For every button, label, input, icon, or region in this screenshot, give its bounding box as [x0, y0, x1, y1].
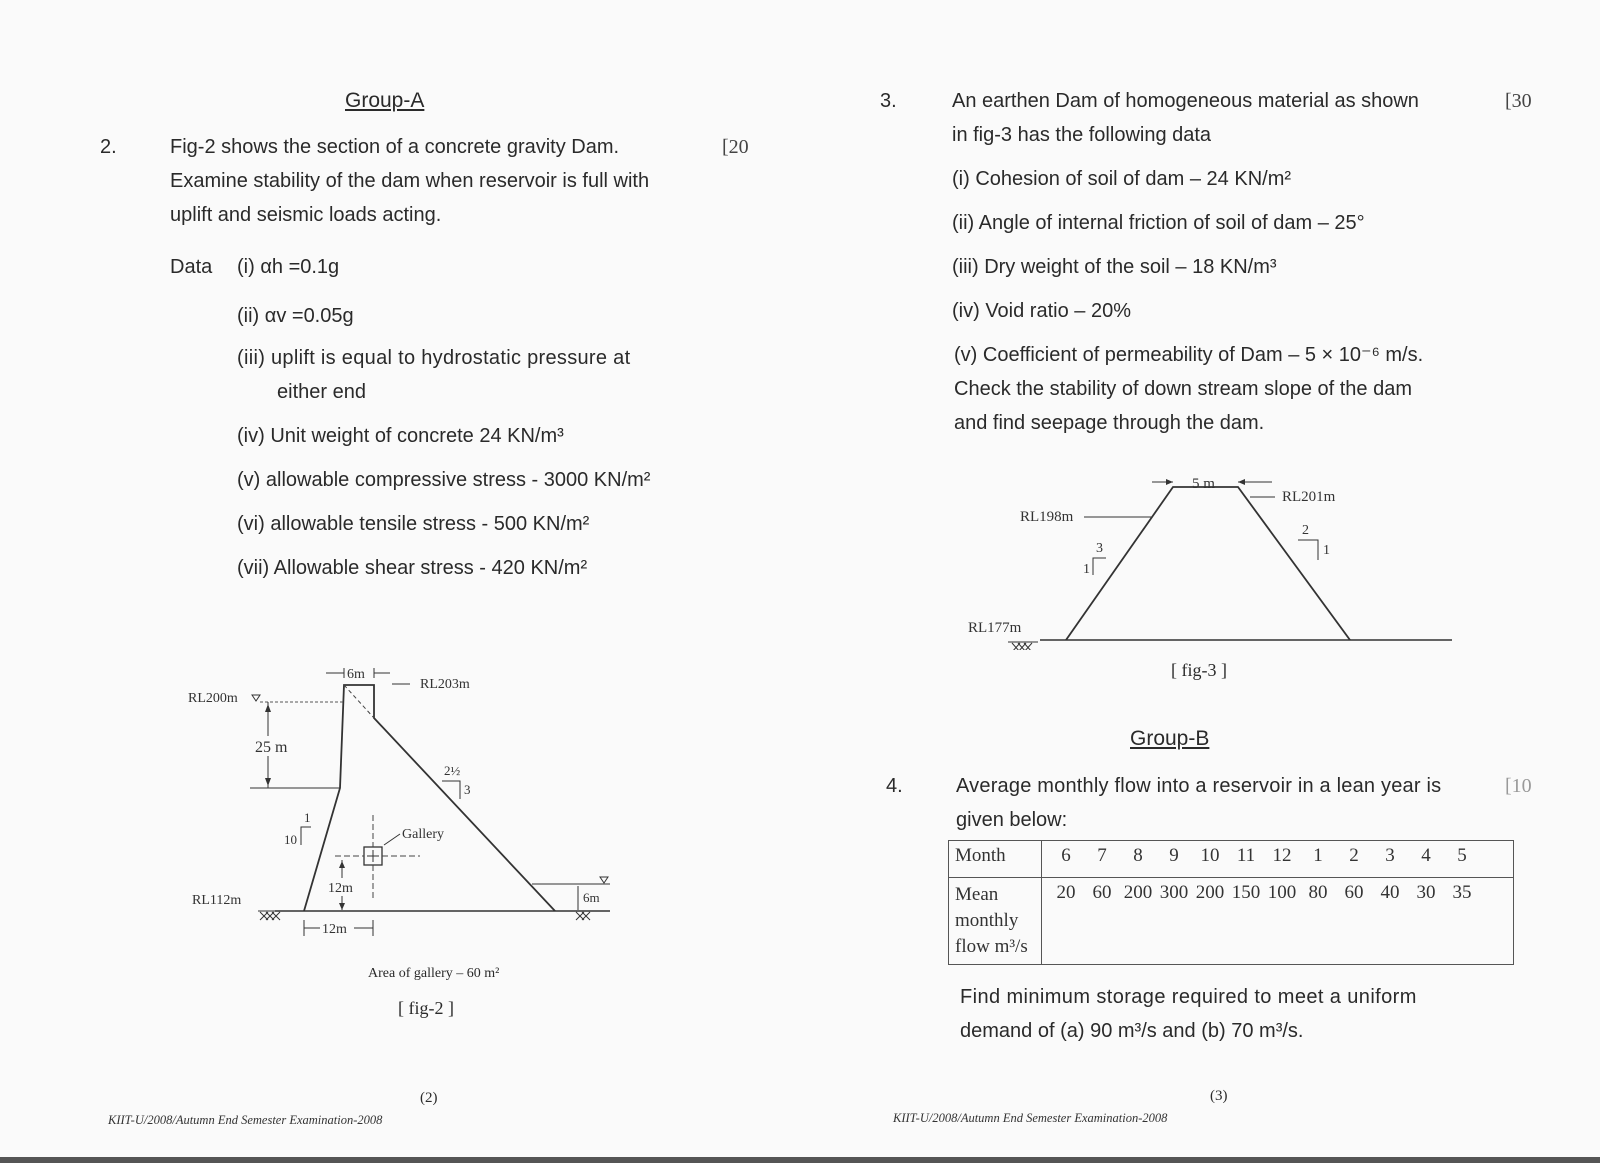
question-2-marks: [20 [722, 136, 749, 158]
question-4-number: 4. [886, 775, 903, 797]
q3-item: (v) Coefficient of permeability of Dam – 5 × 10⁻⁶ m/s. [954, 344, 1424, 366]
ground-hatch-icon [572, 911, 602, 920]
ds-slope-v: 3 [464, 782, 471, 797]
data-item: (vi) allowable tensile stress - 500 KN/m² [237, 513, 590, 535]
question-2-line: Examine stability of the dam when reservoir is full with [170, 170, 650, 192]
fig-3-caption: [ fig-3 ] [1171, 660, 1227, 680]
question-3-marks: [30 [1505, 90, 1532, 112]
page-number: (2) [420, 1090, 438, 1106]
row-label-line: Mean [955, 884, 999, 905]
question-4-task: demand of (a) 90 m³/s and (b) 70 m³/s. [960, 1020, 1304, 1042]
month-value: 12 [1272, 845, 1292, 866]
q3-item: and find seepage through the dam. [954, 412, 1265, 434]
fig-2-diagram [180, 660, 640, 940]
ds-slope-symbol [1298, 540, 1318, 560]
table-cell-header [949, 878, 1042, 965]
earthen-dam-section [1066, 487, 1350, 640]
rl-base-label: RL177m [968, 620, 1022, 636]
flow-value: 60 [1344, 882, 1364, 903]
flow-value: 150 [1231, 882, 1261, 903]
row-label-line: monthly [955, 910, 1019, 931]
group-b-heading: Group-B [1130, 727, 1210, 750]
group-a-heading: Group-A [345, 89, 425, 112]
freeboard-label: 25 m [255, 739, 288, 756]
flow-value: 200 [1195, 882, 1225, 903]
month-value: 10 [1200, 845, 1220, 866]
top-width-label: 5 m [1192, 476, 1215, 492]
data-label: Data [170, 256, 213, 278]
us-slope-h: 3 [1096, 541, 1103, 556]
tailwater-label: 6m [583, 890, 600, 905]
page-number: (3) [1210, 1088, 1228, 1104]
flows-cell [1042, 878, 1514, 965]
ds-slope-h: 2½ [444, 763, 461, 778]
rl-water-label: RL200m [188, 691, 238, 706]
page-footer: KIIT-U/2008/Autumn End Semester Examination-2008 [108, 1113, 383, 1127]
month-value: 9 [1169, 845, 1179, 866]
row-label-line: flow m³/s [955, 936, 1028, 957]
data-item: either end [277, 381, 366, 403]
rl-base-label: RL112m [192, 893, 242, 908]
months-cell [1042, 841, 1514, 878]
q3-item: (iii) Dry weight of the soil – 18 KN/m³ [952, 256, 1277, 278]
question-2-line: uplift and seismic loads acting. [170, 204, 442, 226]
flow-value: 300 [1159, 882, 1189, 903]
arrow-right-icon [1166, 479, 1173, 485]
gallery-area-note: Area of gallery – 60 m² [368, 966, 500, 981]
month-value: 11 [1236, 845, 1256, 866]
gallery-offset-label: 12m [322, 922, 347, 937]
q3-item: (iv) Void ratio – 20% [952, 300, 1131, 322]
month-value: 6 [1061, 845, 1071, 866]
question-3-line: in fig-3 has the following data [952, 124, 1212, 146]
us-slope-v: 10 [284, 832, 297, 847]
question-2-line: Fig-2 shows the section of a concrete gravity Dam. [170, 136, 620, 158]
gallery-height-label: 12m [328, 881, 353, 896]
month-value: 5 [1457, 845, 1467, 866]
ds-slope-symbol [442, 781, 460, 799]
data-item: (iii) uplift is equal to hydrostatic pressure at [237, 347, 631, 369]
gallery-leader [384, 834, 400, 845]
question-3-number: 3. [880, 90, 897, 112]
water-level-icon [252, 695, 260, 701]
month-value: 2 [1349, 845, 1359, 866]
fig-3-diagram [960, 470, 1460, 650]
data-item: (vii) Allowable shear stress - 420 KN/m² [237, 557, 588, 579]
flow-value: 100 [1267, 882, 1297, 903]
water-level-icon [600, 877, 608, 883]
data-item: (ii) αv =0.05g [237, 305, 354, 327]
top-width-label: 6m [347, 667, 365, 682]
flow-table [948, 840, 1514, 965]
ds-slope-h: 2 [1302, 523, 1309, 538]
flow-value: 200 [1123, 882, 1153, 903]
arrow-up-icon [339, 861, 345, 868]
table-cell-header: Month [949, 841, 1042, 878]
page-footer: KIIT-U/2008/Autumn End Semester Examination-2008 [893, 1111, 1168, 1125]
ground-hatch-icon [258, 911, 286, 920]
question-4-line: Average monthly flow into a reservoir in a lean year is [956, 775, 1442, 797]
question-2-number: 2. [100, 136, 117, 158]
flow-value: 60 [1092, 882, 1112, 903]
data-item: (i) αh =0.1g [237, 256, 340, 278]
question-4-marks: [10 [1505, 775, 1532, 797]
us-slope-h: 1 [304, 810, 311, 825]
scan-bottom-edge [0, 1157, 1600, 1163]
rl-water-label: RL198m [1020, 509, 1074, 525]
arrow-left-icon [1238, 479, 1245, 485]
data-item: (v) allowable compressive stress - 3000 KN/m² [237, 469, 651, 491]
question-4-line: given below: [956, 809, 1068, 831]
question-3-line: An earthen Dam of homogeneous material as shown [952, 90, 1419, 112]
q3-item: Check the stability of down stream slope of the dam [954, 378, 1413, 400]
us-slope-v: 1 [1083, 562, 1090, 577]
flow-value: 80 [1308, 882, 1328, 903]
arrow-down-icon [339, 903, 345, 910]
month-value: 3 [1385, 845, 1395, 866]
dam-crest-diagonal [344, 685, 374, 718]
month-value: 8 [1133, 845, 1143, 866]
month-value: 4 [1421, 845, 1431, 866]
ds-slope-v: 1 [1323, 543, 1330, 558]
question-4-task: Find minimum storage required to meet a uniform [960, 986, 1417, 1008]
flow-value: 20 [1056, 882, 1076, 903]
rl-top-label: RL203m [420, 677, 470, 692]
ground-hatch-icon [1008, 642, 1038, 650]
arrow-down-icon [265, 778, 271, 786]
month-value: 7 [1097, 845, 1107, 866]
rl-top-label: RL201m [1282, 489, 1336, 505]
flow-value: 30 [1416, 882, 1436, 903]
table-row [949, 878, 1514, 965]
data-item: (iv) Unit weight of concrete 24 KN/m³ [237, 425, 564, 447]
gallery-label: Gallery [402, 827, 444, 842]
table-row [949, 841, 1514, 878]
fig-2-caption: [ fig-2 ] [398, 998, 454, 1018]
month-value: 1 [1313, 845, 1323, 866]
arrow-up-icon [265, 704, 271, 712]
us-slope-symbol [1093, 558, 1106, 575]
q3-item: (i) Cohesion of soil of dam – 24 KN/m² [952, 168, 1292, 190]
q3-item: (ii) Angle of internal friction of soil of dam – 25° [952, 212, 1365, 234]
us-slope-symbol [301, 827, 311, 845]
flow-value: 35 [1452, 882, 1472, 903]
flow-value: 40 [1380, 882, 1400, 903]
